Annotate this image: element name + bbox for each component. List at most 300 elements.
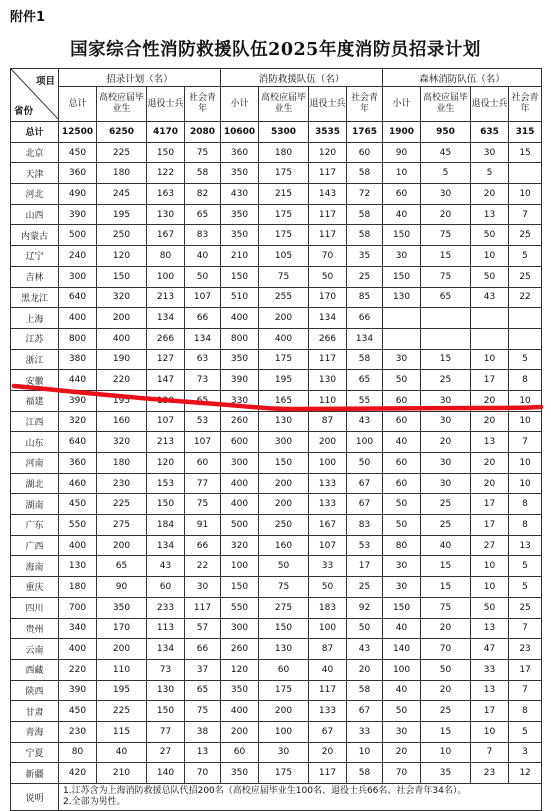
value-cell: 160 — [97, 411, 147, 432]
table-row — [11, 142, 542, 163]
value-cell: 70 — [421, 639, 471, 660]
value-cell: 400 — [221, 494, 259, 515]
value-cell: 60 — [221, 742, 259, 763]
value-cell: 5300 — [259, 122, 309, 143]
value-cell: 13 — [509, 535, 542, 556]
value-cell: 400 — [59, 308, 97, 329]
value-cell: 100 — [309, 453, 347, 474]
value-cell: 130 — [383, 287, 421, 308]
value-cell: 40 — [383, 204, 421, 225]
value-cell: 215 — [259, 184, 309, 205]
value-cell: 117 — [309, 225, 347, 246]
value-cell: 240 — [59, 246, 97, 267]
value-cell: 66 — [347, 308, 383, 329]
value-cell: 50 — [383, 515, 421, 536]
province-cell: 甘肃 — [11, 701, 59, 722]
table-row — [11, 618, 542, 639]
value-cell: 130 — [147, 680, 185, 701]
value-cell: 360 — [59, 163, 97, 184]
value-cell: 260 — [221, 639, 259, 660]
value-cell: 200 — [97, 535, 147, 556]
value-cell: 90 — [97, 577, 147, 598]
value-cell: 175 — [259, 225, 309, 246]
value-cell: 134 — [147, 639, 185, 660]
value-cell: 10 — [509, 411, 542, 432]
value-cell: 33 — [347, 721, 383, 742]
value-cell — [421, 308, 471, 329]
province-cell: 吉林 — [11, 266, 59, 287]
value-cell: 38 — [185, 721, 221, 742]
value-cell: 75 — [185, 701, 221, 722]
value-cell: 17 — [471, 701, 509, 722]
value-cell: 150 — [383, 266, 421, 287]
value-cell: 10 — [421, 742, 471, 763]
value-cell: 25 — [421, 370, 471, 391]
value-cell: 58 — [347, 163, 383, 184]
value-cell: 25 — [421, 515, 471, 536]
value-cell: 58 — [347, 763, 383, 784]
value-cell: 400 — [59, 535, 97, 556]
value-cell: 175 — [259, 204, 309, 225]
value-cell: 80 — [383, 535, 421, 556]
value-cell: 50 — [259, 556, 309, 577]
value-cell: 140 — [147, 763, 185, 784]
value-cell: 66 — [185, 308, 221, 329]
value-cell: 5 — [509, 349, 542, 370]
value-cell: 65 — [185, 204, 221, 225]
value-cell: 300 — [221, 618, 259, 639]
value-cell: 75 — [185, 142, 221, 163]
value-cell: 8 — [509, 370, 542, 391]
value-cell: 195 — [97, 204, 147, 225]
value-cell: 160 — [259, 535, 309, 556]
value-cell: 70 — [185, 763, 221, 784]
value-cell: 510 — [221, 287, 259, 308]
value-cell: 147 — [147, 370, 185, 391]
value-cell: 230 — [59, 721, 97, 742]
value-cell: 90 — [383, 142, 421, 163]
value-cell: 134 — [347, 328, 383, 349]
value-cell: 133 — [309, 701, 347, 722]
province-cell: 四川 — [11, 597, 59, 618]
value-cell: 67 — [309, 721, 347, 742]
value-cell: 225 — [97, 142, 147, 163]
attachment-label: 附件1 — [10, 10, 46, 25]
value-cell: 47 — [471, 639, 509, 660]
table-row — [11, 266, 542, 287]
value-cell: 110 — [309, 390, 347, 411]
value-cell: 110 — [97, 659, 147, 680]
value-cell: 30 — [421, 390, 471, 411]
province-cell: 河北 — [11, 184, 59, 205]
value-cell: 113 — [147, 618, 185, 639]
value-cell: 440 — [59, 370, 97, 391]
value-cell: 250 — [259, 515, 309, 536]
value-cell: 60 — [383, 390, 421, 411]
value-cell: 100 — [259, 721, 309, 742]
province-cell: 广西 — [11, 535, 59, 556]
value-cell: 20 — [309, 742, 347, 763]
value-cell: 233 — [147, 597, 185, 618]
value-cell: 40 — [421, 535, 471, 556]
value-cell: 175 — [259, 163, 309, 184]
value-cell: 163 — [147, 184, 185, 205]
value-cell: 82 — [185, 184, 221, 205]
value-cell: 220 — [59, 659, 97, 680]
value-cell: 30 — [259, 742, 309, 763]
value-cell: 117 — [309, 349, 347, 370]
value-cell: 30 — [421, 411, 471, 432]
value-cell: 350 — [221, 225, 259, 246]
value-cell: 5 — [509, 721, 542, 742]
value-cell: 73 — [147, 659, 185, 680]
value-cell: 5 — [471, 163, 509, 184]
value-cell: 10 — [347, 742, 383, 763]
table-row — [11, 225, 542, 246]
value-cell: 700 — [59, 597, 97, 618]
value-cell: 134 — [147, 308, 185, 329]
value-cell: 75 — [185, 494, 221, 515]
value-cell: 50 — [309, 266, 347, 287]
value-cell: 50 — [421, 659, 471, 680]
value-cell: 150 — [221, 577, 259, 598]
value-cell: 10 — [509, 453, 542, 474]
value-cell: 5 — [421, 163, 471, 184]
value-cell: 7 — [509, 618, 542, 639]
value-cell: 75 — [259, 577, 309, 598]
table-row — [11, 308, 542, 329]
value-cell: 460 — [59, 473, 97, 494]
value-cell: 230 — [97, 473, 147, 494]
value-cell: 360 — [59, 453, 97, 474]
table-row — [11, 246, 542, 267]
value-cell: 22 — [509, 287, 542, 308]
value-cell: 640 — [59, 287, 97, 308]
value-cell: 25 — [509, 225, 542, 246]
value-cell: 67 — [347, 494, 383, 515]
value-cell: 200 — [259, 494, 309, 515]
value-cell: 350 — [221, 163, 259, 184]
value-cell: 107 — [147, 411, 185, 432]
value-cell: 450 — [59, 494, 97, 515]
value-cell: 30 — [383, 556, 421, 577]
value-cell: 13 — [471, 432, 509, 453]
corner-top-label: 项目 — [35, 76, 55, 87]
value-cell: 400 — [221, 308, 259, 329]
value-cell: 13 — [471, 618, 509, 639]
province-cell: 福建 — [11, 390, 59, 411]
value-cell: 390 — [221, 370, 259, 391]
value-cell: 30 — [421, 453, 471, 474]
value-cell: 175 — [259, 349, 309, 370]
value-cell: 70 — [309, 246, 347, 267]
value-cell: 80 — [147, 246, 185, 267]
value-cell: 390 — [59, 390, 97, 411]
value-cell: 350 — [221, 763, 259, 784]
value-cell: 40 — [383, 432, 421, 453]
value-cell: 50 — [347, 618, 383, 639]
value-cell: 117 — [309, 204, 347, 225]
value-cell: 130 — [259, 639, 309, 660]
value-cell: 20 — [421, 204, 471, 225]
value-cell: 500 — [221, 515, 259, 536]
value-cell: 266 — [147, 328, 185, 349]
value-cell: 390 — [59, 204, 97, 225]
value-cell: 640 — [59, 432, 97, 453]
value-cell: 107 — [185, 432, 221, 453]
value-cell: 7 — [471, 742, 509, 763]
value-cell: 15 — [421, 349, 471, 370]
note-line-1: 1.江苏含为上海消防救援总队代招200名（高校应届毕业生100名、退役士兵66名、社会青年34名）。 — [63, 786, 467, 796]
value-cell: 350 — [221, 680, 259, 701]
value-cell: 133 — [309, 494, 347, 515]
province-cell: 上海 — [11, 308, 59, 329]
value-cell: 20 — [383, 742, 421, 763]
sub-header-1: 高校应届毕业生 — [97, 87, 147, 122]
value-cell: 25 — [509, 597, 542, 618]
value-cell: 43 — [471, 287, 509, 308]
value-cell: 100 — [347, 432, 383, 453]
value-cell: 195 — [259, 370, 309, 391]
value-cell: 85 — [347, 287, 383, 308]
value-cell: 180 — [97, 453, 147, 474]
value-cell: 20 — [471, 390, 509, 411]
value-cell: 266 — [309, 328, 347, 349]
value-cell: 3535 — [309, 122, 347, 143]
value-cell: 60 — [347, 142, 383, 163]
sub-header-8: 小计 — [383, 87, 421, 122]
value-cell: 117 — [309, 163, 347, 184]
value-cell: 17 — [509, 659, 542, 680]
value-cell: 58 — [347, 680, 383, 701]
value-cell: 130 — [147, 390, 185, 411]
province-cell: 青海 — [11, 721, 59, 742]
group-header-row — [11, 69, 542, 87]
value-cell: 213 — [147, 432, 185, 453]
value-cell: 40 — [97, 742, 147, 763]
value-cell: 25 — [347, 577, 383, 598]
province-cell: 宁夏 — [11, 742, 59, 763]
group-header-plan: 招录计划（名） — [59, 69, 221, 87]
value-cell: 37 — [185, 659, 221, 680]
sub-header-11: 社会青年 — [509, 87, 542, 122]
value-cell: 20 — [421, 432, 471, 453]
value-cell: 50 — [383, 494, 421, 515]
value-cell: 60 — [383, 453, 421, 474]
value-cell: 50 — [471, 266, 509, 287]
value-cell: 127 — [147, 349, 185, 370]
value-cell: 167 — [309, 515, 347, 536]
value-cell — [471, 328, 509, 349]
value-cell: 340 — [59, 618, 97, 639]
value-cell: 30 — [383, 577, 421, 598]
value-cell: 134 — [309, 308, 347, 329]
value-cell: 43 — [347, 639, 383, 660]
value-cell: 150 — [147, 142, 185, 163]
value-cell: 600 — [221, 432, 259, 453]
value-cell: 40 — [309, 659, 347, 680]
value-cell: 150 — [221, 266, 259, 287]
value-cell: 25 — [509, 266, 542, 287]
value-cell: 133 — [309, 473, 347, 494]
value-cell: 50 — [383, 701, 421, 722]
value-cell: 190 — [97, 349, 147, 370]
value-cell: 420 — [59, 763, 97, 784]
value-cell: 117 — [185, 597, 221, 618]
value-cell: 120 — [309, 142, 347, 163]
value-cell: 13 — [471, 204, 509, 225]
value-cell: 320 — [97, 287, 147, 308]
value-cell: 210 — [97, 763, 147, 784]
value-cell: 25 — [421, 701, 471, 722]
value-cell: 15 — [421, 556, 471, 577]
value-cell: 58 — [185, 163, 221, 184]
sub-header-2: 退役士兵 — [147, 87, 185, 122]
value-cell: 20 — [471, 411, 509, 432]
value-cell: 27 — [471, 535, 509, 556]
value-cell: 400 — [59, 639, 97, 660]
value-cell: 10 — [509, 184, 542, 205]
table-row — [11, 432, 542, 453]
group-header-fire-rescue: 消防救援队伍（名） — [221, 69, 383, 87]
value-cell: 800 — [59, 328, 97, 349]
value-cell: 10 — [509, 473, 542, 494]
value-cell: 100 — [221, 556, 259, 577]
province-cell: 河南 — [11, 453, 59, 474]
province-cell: 湖北 — [11, 473, 59, 494]
value-cell: 115 — [97, 721, 147, 742]
value-cell: 130 — [259, 411, 309, 432]
corner-bottom-label: 省份 — [14, 106, 34, 117]
value-cell: 60 — [185, 453, 221, 474]
table-row — [11, 556, 542, 577]
value-cell: 30 — [421, 473, 471, 494]
table-row — [11, 328, 542, 349]
value-cell: 350 — [221, 204, 259, 225]
province-cell: 陕西 — [11, 680, 59, 701]
value-cell: 30 — [471, 142, 509, 163]
value-cell: 167 — [147, 225, 185, 246]
value-cell: 390 — [59, 680, 97, 701]
value-cell: 550 — [221, 597, 259, 618]
value-cell: 17 — [347, 556, 383, 577]
value-cell: 120 — [221, 659, 259, 680]
value-cell: 80 — [59, 742, 97, 763]
table-row — [11, 721, 542, 742]
note-label: 说明 — [11, 784, 59, 811]
value-cell: 8 — [509, 701, 542, 722]
value-cell: 58 — [347, 204, 383, 225]
value-cell: 33 — [471, 659, 509, 680]
value-cell: 225 — [97, 494, 147, 515]
table-row — [11, 370, 542, 391]
value-cell: 220 — [97, 370, 147, 391]
value-cell: 245 — [97, 184, 147, 205]
value-cell: 10 — [471, 556, 509, 577]
table-row — [11, 639, 542, 660]
value-cell: 20 — [421, 618, 471, 639]
value-cell: 105 — [259, 246, 309, 267]
value-cell: 250 — [97, 225, 147, 246]
value-cell: 400 — [259, 328, 309, 349]
corner-cell — [11, 69, 59, 122]
value-cell: 5 — [509, 577, 542, 598]
value-cell: 175 — [259, 680, 309, 701]
sub-header-row — [11, 87, 542, 122]
province-cell: 山东 — [11, 432, 59, 453]
table-row — [11, 349, 542, 370]
table-row — [11, 763, 542, 784]
value-cell: 50 — [309, 577, 347, 598]
value-cell: 5 — [509, 246, 542, 267]
value-cell: 200 — [97, 639, 147, 660]
value-cell: 13 — [471, 680, 509, 701]
value-cell: 170 — [97, 618, 147, 639]
value-cell: 140 — [383, 639, 421, 660]
value-cell: 107 — [185, 287, 221, 308]
table-body — [11, 122, 542, 784]
value-cell: 73 — [185, 370, 221, 391]
value-cell: 635 — [471, 122, 509, 143]
value-cell: 23 — [509, 639, 542, 660]
value-cell: 83 — [185, 225, 221, 246]
value-cell: 350 — [221, 349, 259, 370]
value-cell: 315 — [509, 122, 542, 143]
value-cell: 15 — [421, 721, 471, 742]
value-cell: 60 — [383, 184, 421, 205]
value-cell: 300 — [59, 266, 97, 287]
value-cell: 66 — [185, 535, 221, 556]
value-cell: 320 — [221, 535, 259, 556]
table-row — [11, 473, 542, 494]
recruitment-table — [10, 68, 542, 811]
value-cell: 30 — [383, 349, 421, 370]
value-cell: 320 — [59, 411, 97, 432]
province-cell: 浙江 — [11, 349, 59, 370]
value-cell: 77 — [185, 473, 221, 494]
value-cell: 53 — [347, 535, 383, 556]
value-cell: 60 — [383, 473, 421, 494]
value-cell: 55 — [347, 390, 383, 411]
value-cell: 65 — [97, 556, 147, 577]
table-row — [11, 287, 542, 308]
value-cell: 225 — [97, 701, 147, 722]
table-row — [11, 577, 542, 598]
value-cell: 22 — [185, 556, 221, 577]
value-cell: 450 — [59, 701, 97, 722]
province-cell: 黑龙江 — [11, 287, 59, 308]
total-row — [11, 122, 542, 143]
sub-header-7: 社会青年 — [347, 87, 383, 122]
value-cell: 57 — [185, 618, 221, 639]
value-cell: 200 — [309, 432, 347, 453]
value-cell: 75 — [421, 266, 471, 287]
value-cell: 23 — [471, 763, 509, 784]
value-cell: 330 — [221, 390, 259, 411]
value-cell: 50 — [471, 597, 509, 618]
table-row — [11, 535, 542, 556]
value-cell: 15 — [421, 577, 471, 598]
value-cell: 255 — [259, 287, 309, 308]
value-cell: 150 — [97, 266, 147, 287]
value-cell: 67 — [347, 473, 383, 494]
province-cell: 内蒙古 — [11, 225, 59, 246]
value-cell: 400 — [221, 701, 259, 722]
value-cell: 60 — [383, 411, 421, 432]
value-cell: 92 — [347, 597, 383, 618]
value-cell: 134 — [147, 535, 185, 556]
note-row — [11, 784, 542, 811]
